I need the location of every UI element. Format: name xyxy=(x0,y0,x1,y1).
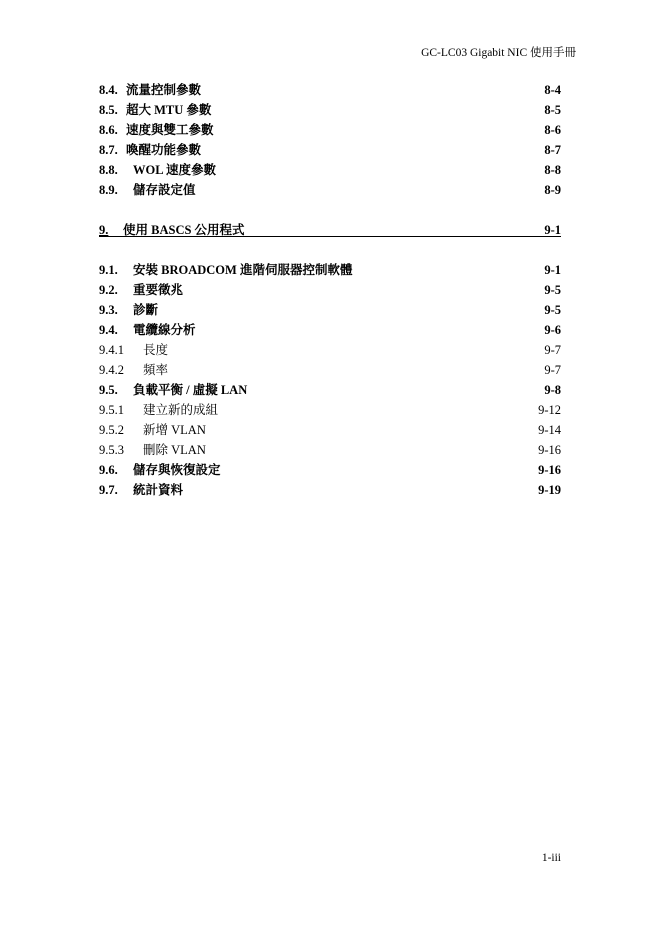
toc-entry-number: 8.8. xyxy=(99,163,118,177)
toc-entry-page: 9-16 xyxy=(538,443,561,457)
toc-entry[interactable] xyxy=(99,161,561,179)
toc-entry-number: 8.4. xyxy=(99,83,118,97)
toc-entry-title: 安裝 BROADCOM 進階伺服器控制軟體 xyxy=(133,263,353,277)
toc-entry[interactable] xyxy=(99,281,561,299)
toc-entry[interactable] xyxy=(99,301,561,319)
toc-entry-title: 新增 VLAN xyxy=(143,423,206,437)
toc-entry-page: 8-9 xyxy=(544,183,561,197)
toc-entry[interactable] xyxy=(99,341,561,359)
toc-entry-page: 9-7 xyxy=(544,363,561,377)
toc-entry[interactable] xyxy=(99,181,561,199)
toc-entry-title: 負載平衡 / 虛擬 LAN xyxy=(133,383,248,397)
toc-entry-title: 流量控制參數 xyxy=(126,83,202,97)
toc-entry-title: 頻率 xyxy=(143,363,169,377)
toc-entry-number: 9. xyxy=(99,223,109,237)
toc-entry[interactable] xyxy=(99,401,561,419)
toc-entry-page: 9-14 xyxy=(538,423,561,437)
toc-entry-page: 8-5 xyxy=(544,103,561,117)
toc-entry-number: 9.4.1 xyxy=(99,343,124,357)
toc-entry-page: 9-16 xyxy=(538,463,561,477)
toc-entry-number: 9.3. xyxy=(99,303,118,317)
toc-entry-number: 9.5.1 xyxy=(99,403,124,417)
toc-entry[interactable] xyxy=(99,361,561,379)
toc-entry-number: 8.9. xyxy=(99,183,118,197)
toc-entry-page: 9-19 xyxy=(538,483,561,497)
toc-entry-title: 長度 xyxy=(143,343,169,357)
toc-entry-page: 9-7 xyxy=(544,343,561,357)
toc-entry[interactable] xyxy=(99,481,561,499)
toc-entry-number: 9.1. xyxy=(99,263,118,277)
toc-entry-title: 電纜線分析 xyxy=(133,323,196,337)
toc-entry-number: 9.6. xyxy=(99,463,118,477)
toc-entry-number: 9.4.2 xyxy=(99,363,124,377)
toc-entry-number: 9.2. xyxy=(99,283,118,297)
toc-entry-title: 統計資料 xyxy=(133,483,184,497)
toc-entry-title: 儲存設定值 xyxy=(133,183,196,197)
toc-entry-page: 8-4 xyxy=(544,83,561,97)
toc-entry-number: 9.5.2 xyxy=(99,423,124,437)
toc-entry-page: 9-12 xyxy=(538,403,561,417)
toc-entry-number: 8.6. xyxy=(99,123,118,137)
toc-entry-title: 喚醒功能參數 xyxy=(126,143,202,157)
toc-entry-number: 9.4. xyxy=(99,323,118,337)
toc-entry-title: 重要徵兆 xyxy=(133,283,184,297)
toc-entry-page: 9-5 xyxy=(544,303,561,317)
toc-entry-title: 建立新的成組 xyxy=(143,403,219,417)
toc-entry-number: 9.7. xyxy=(99,483,118,497)
toc-entry-title: 使用 BASCS 公用程式 xyxy=(123,223,245,237)
running-header: GC-LC03 Gigabit NIC 使用手冊 xyxy=(421,47,576,59)
toc-entry-page: 8-6 xyxy=(544,123,561,137)
toc-entry-page: 9-1 xyxy=(544,263,561,277)
toc-entry[interactable] xyxy=(99,321,561,339)
toc-entry-page: 9-6 xyxy=(544,323,561,337)
toc-entry-title: 儲存與恢復設定 xyxy=(133,463,221,477)
toc-entry[interactable] xyxy=(99,461,561,479)
toc-entry-title: 超大 MTU 參數 xyxy=(126,103,212,117)
toc-entry[interactable] xyxy=(99,101,561,119)
toc-entry-page: 9-5 xyxy=(544,283,561,297)
toc-entry[interactable] xyxy=(99,141,561,159)
toc-entry-title: WOL 速度參數 xyxy=(133,163,216,177)
toc-entry-page: 9-1 xyxy=(544,223,561,237)
toc-entry-title: 刪除 VLAN xyxy=(143,443,206,457)
toc-entry-page: 9-8 xyxy=(544,383,561,397)
toc-entry-page: 8-7 xyxy=(544,143,561,157)
page-number: 1-iii xyxy=(541,852,561,864)
toc-chapter-entry[interactable] xyxy=(99,221,561,237)
toc-entry-number: 9.5.3 xyxy=(99,443,124,457)
toc-entry[interactable] xyxy=(99,261,561,279)
toc-entry-number: 8.5. xyxy=(99,103,118,117)
toc-entry-title: 診斷 xyxy=(133,303,159,317)
toc-entry-number: 8.7. xyxy=(99,143,118,157)
toc-entry[interactable] xyxy=(99,421,561,439)
toc-entry-page: 8-8 xyxy=(544,163,561,177)
toc-entry-title: 速度與雙工參數 xyxy=(126,123,214,137)
toc-entry[interactable] xyxy=(99,441,561,459)
toc-entry-number: 9.5. xyxy=(99,383,118,397)
toc-entry[interactable] xyxy=(99,381,561,399)
toc-entry[interactable] xyxy=(99,81,561,99)
toc-entry[interactable] xyxy=(99,121,561,139)
